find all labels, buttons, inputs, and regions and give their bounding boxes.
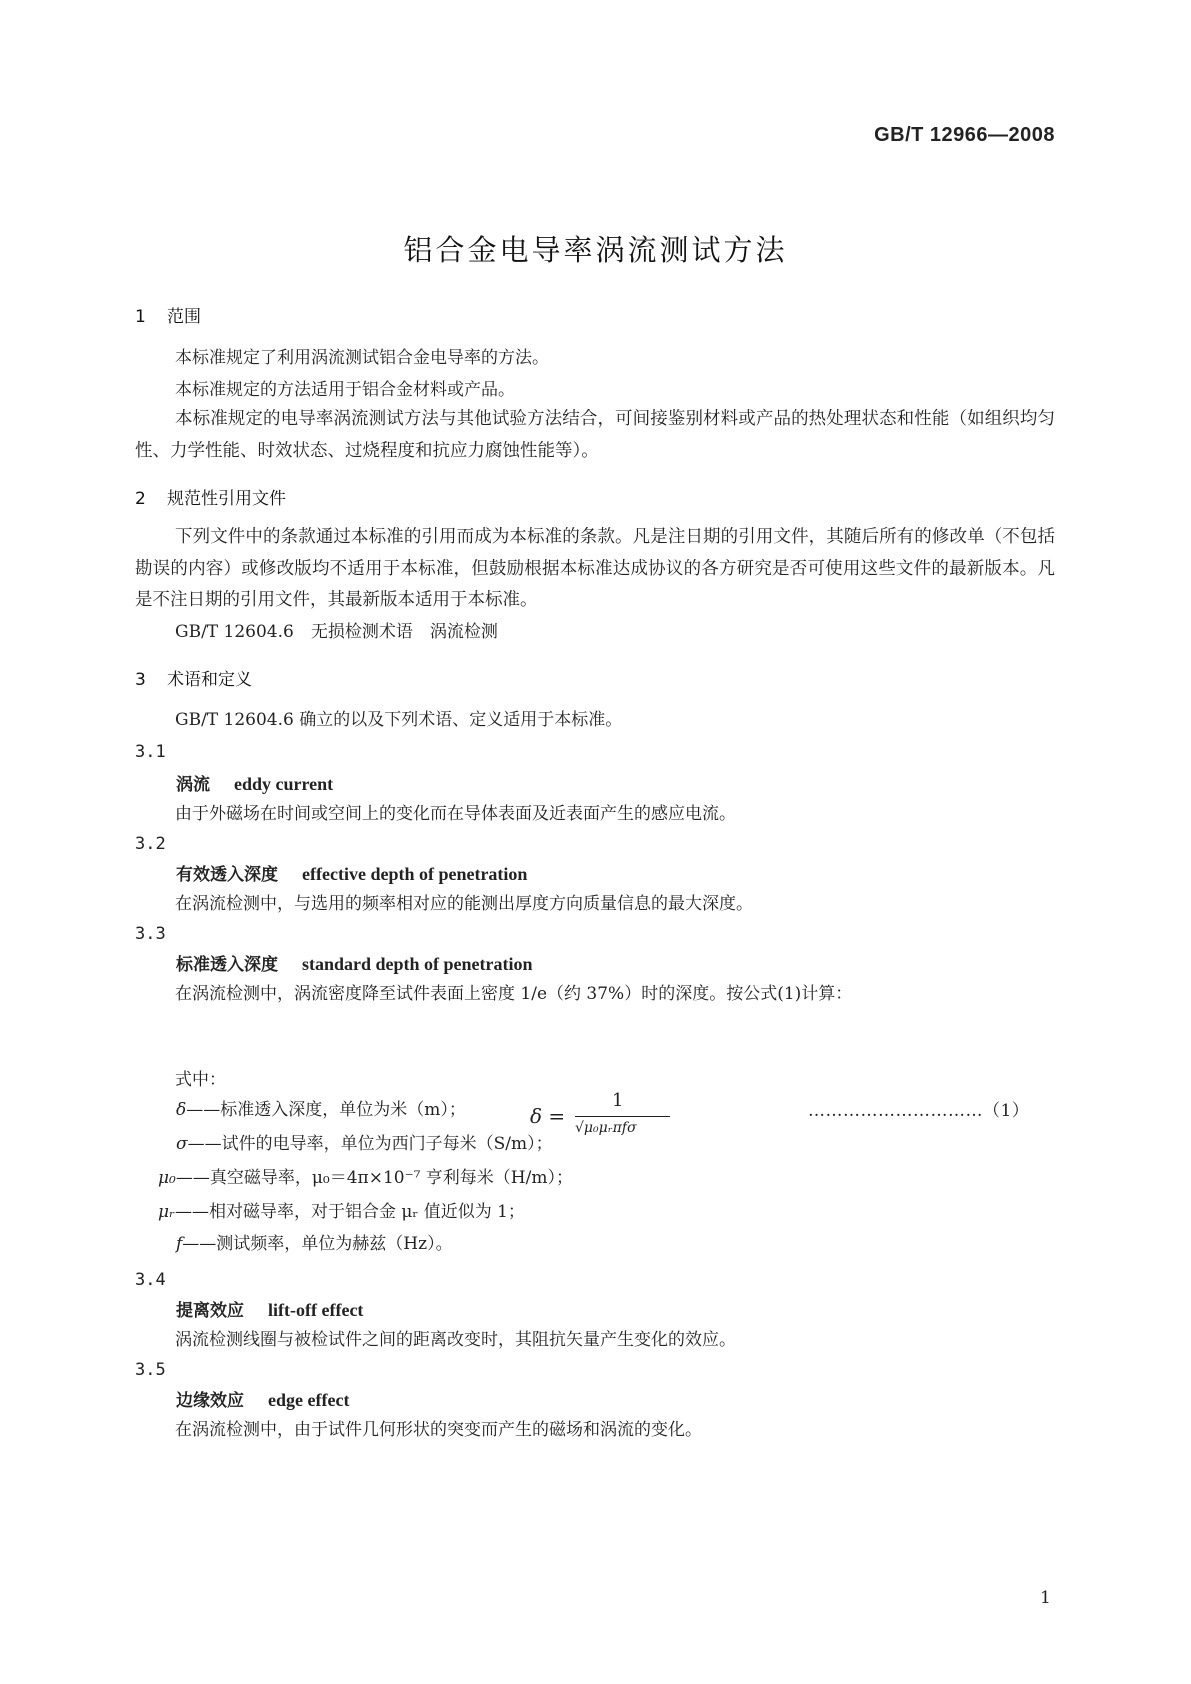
section-title: 范围	[167, 307, 201, 327]
section-number: 1	[135, 307, 146, 327]
paragraph: 本标准规定的电导率涡流测试方法与其他试验方法结合，可间接鉴别材料或产品的热处理状态和性能（如组织均匀性、力学性能、时效状态、过烧程度和抗应力腐蚀性能等）。	[135, 409, 1055, 461]
section-2-heading	[135, 484, 286, 509]
standard-number: GB/T 12966—2008	[874, 124, 1055, 146]
subsection-number: 3.3	[135, 924, 166, 944]
formula-numerator: 1	[612, 1090, 624, 1111]
variable-line	[176, 1228, 453, 1260]
variable-symbol: μ₀	[158, 1168, 176, 1188]
variable-symbol: σ	[176, 1134, 188, 1154]
fraction-bar	[575, 1116, 670, 1117]
page-number: 1	[1040, 1588, 1051, 1608]
term-heading	[176, 860, 527, 885]
term-heading	[176, 770, 333, 795]
document-title: 铝合金电导率涡流测试方法	[403, 233, 788, 267]
term-heading	[176, 1386, 349, 1411]
section-3-heading	[135, 665, 252, 690]
term-zh: 边缘效应	[176, 1391, 244, 1411]
variable-description: ——试件的电导率，单位为西门子每米（S/m）；	[187, 1134, 553, 1154]
paragraph: 本标准规定的方法适用于铝合金材料或产品。	[175, 380, 515, 400]
subsection-number: 3.4	[135, 1270, 166, 1290]
section-title: 规范性引用文件	[167, 489, 286, 509]
term-en: standard depth of penetration	[302, 954, 533, 974]
variable-description: ——真空磁导率，μ₀＝4π×10⁻⁷ 亨利每米（H/m）；	[175, 1168, 573, 1188]
paragraph: 本标准规定了利用涡流测试铝合金电导率的方法。	[175, 348, 549, 368]
paragraph: 下列文件中的条款通过本标准的引用而成为本标准的条款。凡是注日期的引用文件，其随后所有的修改单（不包括勘误的内容）或修改版均不适用于本标准，但鼓励根据本标准达成协议的各方研究是否可使用这些文件的最新版本。凡是不注日期的引用文件，其最新版本适用于本标准。	[135, 527, 1055, 610]
section-number: 3	[135, 670, 146, 690]
term-zh: 有效透入深度	[176, 865, 278, 885]
term-definition: 在涡流检测中，由于试件几何形状的突变而产生的磁场和涡流的变化。	[175, 1420, 702, 1440]
variable-symbol: μᵣ	[158, 1202, 175, 1222]
subsection-number: 3.5	[135, 1360, 166, 1380]
variable-description: ——相对磁导率，对于铝合金 μᵣ 值近似为 1；	[174, 1202, 525, 1222]
formula-denominator: √μ₀μᵣπfσ	[575, 1120, 637, 1136]
section-1-heading	[135, 302, 201, 327]
term-en: eddy current	[234, 774, 334, 794]
variable-line	[176, 1094, 466, 1126]
term-heading	[176, 1296, 363, 1321]
term-en: lift-off effect	[268, 1300, 364, 1320]
formula-lhs: δ =	[530, 1104, 566, 1128]
section-title: 术语和定义	[167, 670, 252, 690]
subsection-number: 3.2	[135, 834, 166, 854]
term-zh: 涡流	[176, 775, 210, 795]
where-label: 式中：	[175, 1070, 226, 1090]
variable-description: ——测试频率，单位为赫兹（Hz）。	[182, 1234, 453, 1254]
term-en: effective depth of penetration	[302, 864, 528, 884]
term-en: edge effect	[268, 1390, 350, 1410]
term-definition: 由于外磁场在时间或空间上的变化而在导体表面及近表面产生的感应电流。	[175, 804, 736, 824]
formula-label: …………………………（1）	[808, 1101, 1030, 1121]
variable-line	[158, 1162, 573, 1194]
term-zh: 提离效应	[176, 1301, 244, 1321]
variable-description: ——标准透入深度，单位为米（m）；	[186, 1100, 466, 1120]
section-number: 2	[135, 489, 146, 509]
term-definition: 涡流检测线圈与被检试件之间的距离改变时，其阻抗矢量产生变化的效应。	[175, 1330, 736, 1350]
variable-symbol: f	[176, 1234, 183, 1254]
normative-reference: GB/T 12604.6 无损检测术语 涡流检测	[175, 622, 498, 642]
term-zh: 标准透入深度	[176, 955, 278, 975]
variable-line	[158, 1196, 525, 1228]
variable-line	[176, 1128, 553, 1160]
variable-symbol: δ	[176, 1100, 187, 1120]
paragraph: GB/T 12604.6 确立的以及下列术语、定义适用于本标准。	[175, 710, 623, 730]
term-definition: 在涡流检测中，与选用的频率相对应的能测出厚度方向质量信息的最大深度。	[175, 894, 753, 914]
term-heading	[176, 950, 533, 975]
term-definition: 在涡流检测中，涡流密度降至试件表面上密度 1/e（约 37%）时的深度。按公式(1)计算：	[175, 984, 853, 1004]
subsection-number: 3.1	[135, 742, 166, 762]
